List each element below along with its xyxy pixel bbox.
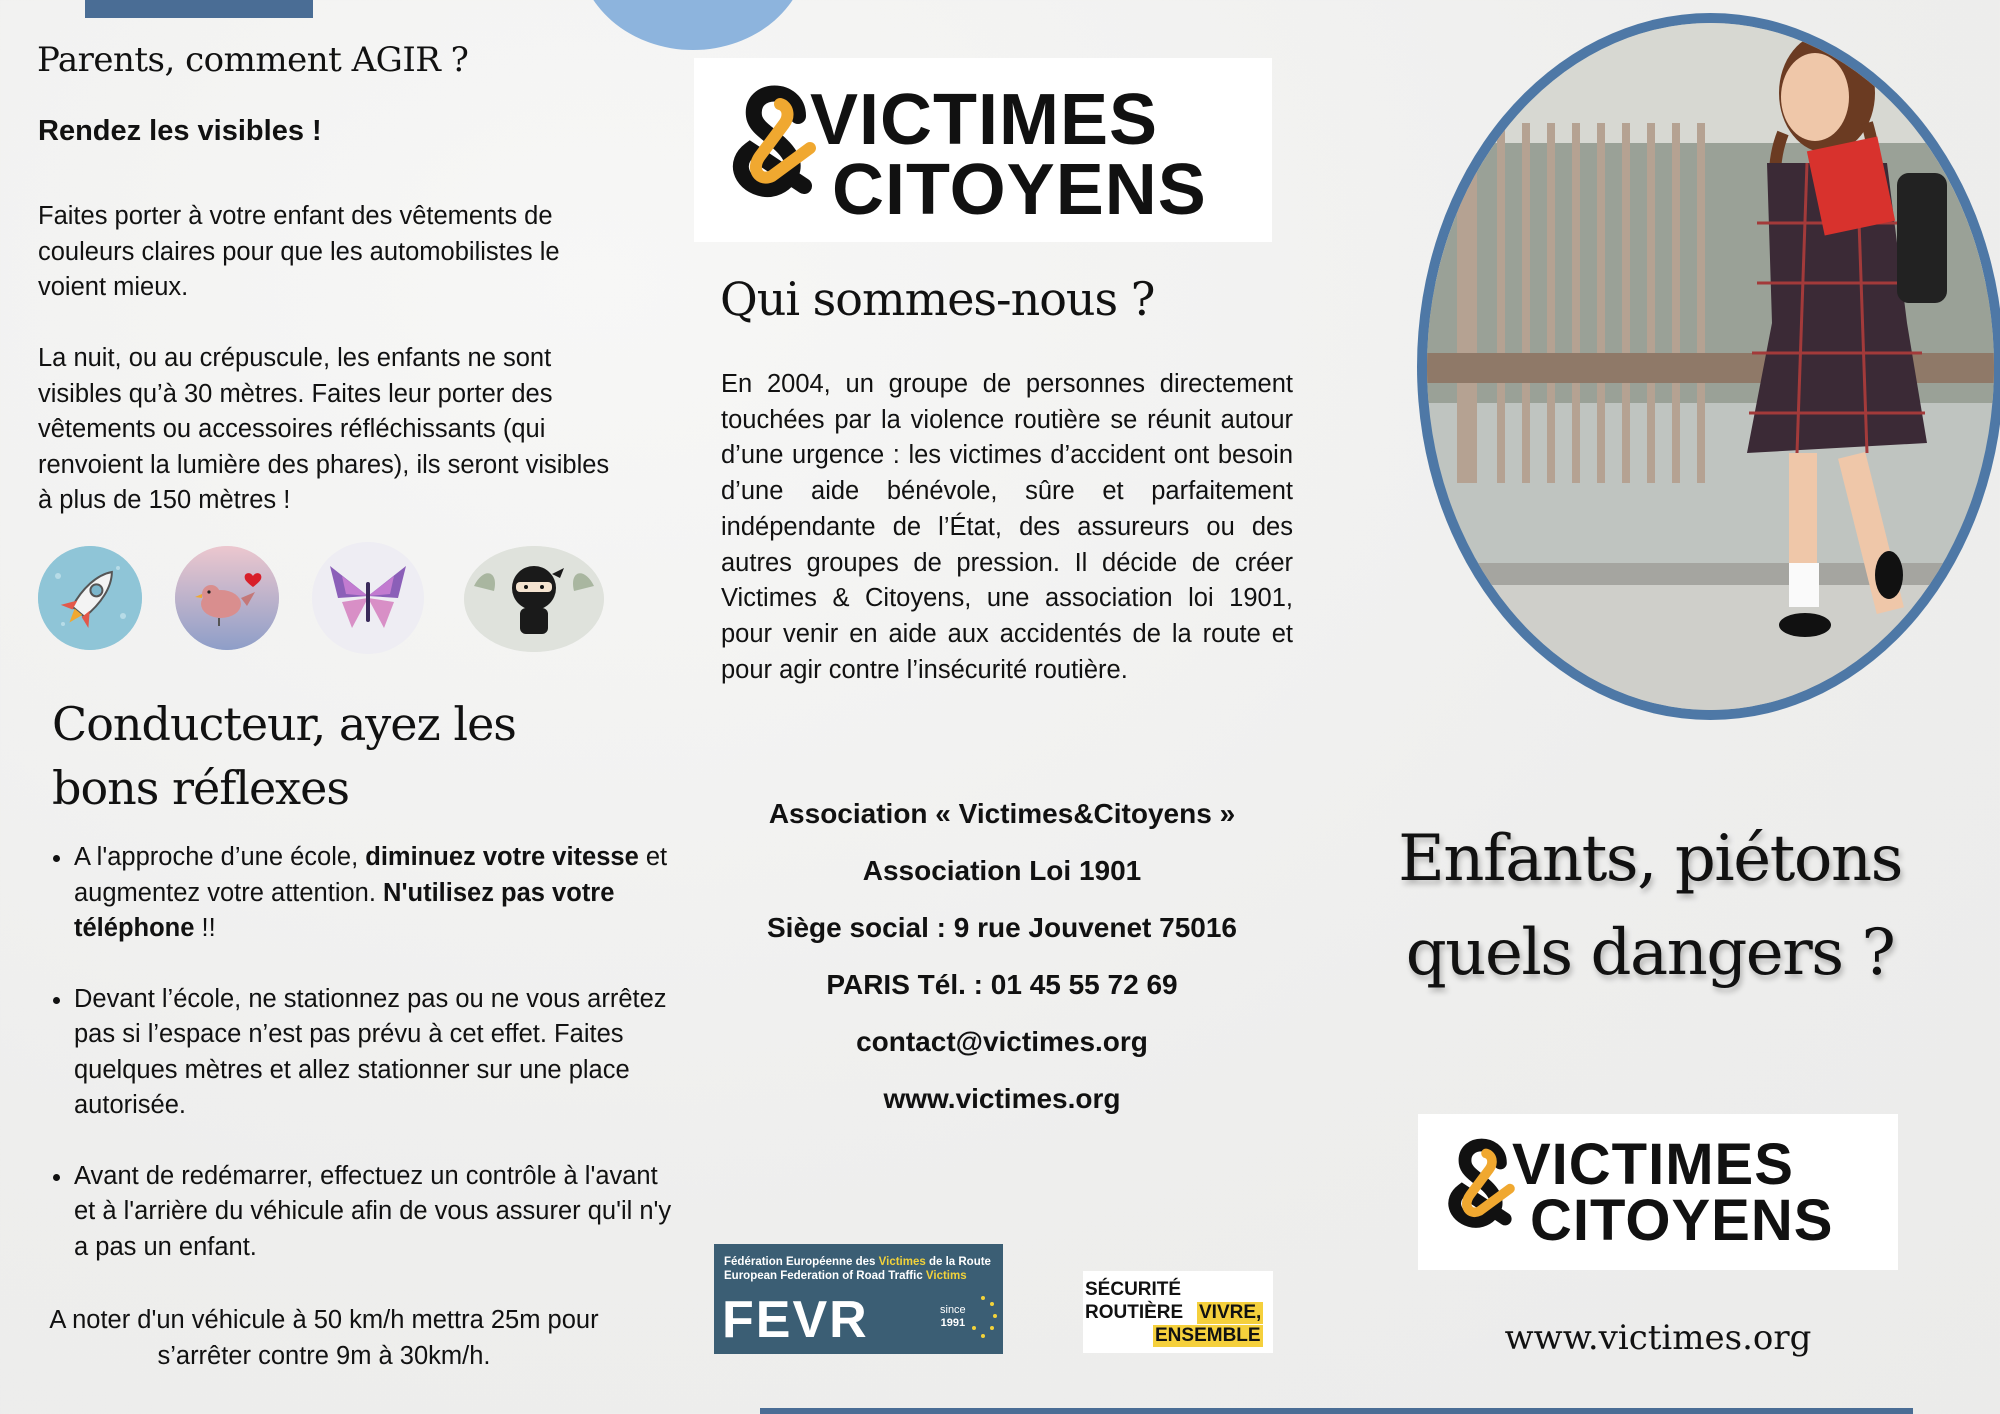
schoolgirl-photo [1427,23,1994,710]
eu-stars-icon [968,1294,998,1344]
about-paragraph: En 2004, un groupe de personnes directement touchées par la violence routière se réunit autour d’une urgence : les victimes d’accident ont besoin d’une aide bénévole, sûre et parfaitement indépendante de l’État, des assureurs ou des autres groupes de pression. Il décide de créer Victimes & Citoyens, une association loi 1901, pour venir en aide aux accidentés de la route et pour agir contre l’insécurité routière. [721,370,1293,684]
ninja-icon [464,546,604,652]
bullet1-text-c: et augmentez votre attention. [74,843,668,907]
contact-association-name: Association « Victimes&Citoyens » [768,798,1236,829]
contact-phone: PARIS Tél. : 01 45 55 72 69 [826,969,1178,1000]
bullet1-text-e: !! [194,914,216,942]
visibility-subheading: Rendez les visibles ! [38,115,322,147]
driver-title-line2: bons réflexes [52,761,349,815]
contact-email[interactable]: contact@victimes.org [856,1026,1148,1057]
securite-routiere-logo [1083,1271,1273,1353]
top-accent-circle [578,0,808,50]
victimes-citoyens-logo [694,58,1272,242]
contact-address: Siège social : 9 rue Jouvenet 75016 [766,912,1237,943]
schoolgirl-image-icon [1427,23,1994,710]
brochure-title [1380,812,1920,1000]
braking-distance-note: A noter d'un véhicule à 50 km/h mettra 25m pour s’arrêter contre 9m à 30km/h. [49,1306,599,1370]
parents-heading: Parents, comment AGIR ? [37,40,469,80]
title-line2: quels dangers ? [1405,916,1895,990]
logo-line1: VICTIMES [1512,1132,1794,1197]
list-item [74,840,674,947]
ninja-sticker [464,546,604,652]
fevr-line2: European Federation of Road Traffic Victims [724,1270,967,1282]
victimes-citoyens-logo-bottom [1418,1114,1898,1270]
logo-line2: CITOYENS [1530,1188,1834,1253]
website-link[interactable]: www.victimes.org [1504,1318,1812,1358]
rocket-sticker [38,546,142,650]
fevr-logo [714,1244,1003,1354]
driver-tips-list [44,840,674,1300]
logo-line2: CITOYENS [832,150,1207,230]
about-heading: Qui sommes-nous ? [720,272,1155,326]
butterfly-sticker [312,542,424,654]
fevr-line1: Fédération Européenne des Victimes de la Route [724,1256,991,1268]
logo-line1: VICTIMES [810,80,1159,160]
night-visibility-paragraph: La nuit, ou au crépuscule, les enfants ne sont visibles qu’à 30 mètres. Faites leur porter des vêtements ou accessoires réfléchissants (qui renvoient la lumière des phares), ils seront visibles à plus de 150 mètres ! [38,344,610,514]
bird-heart-sticker [175,546,279,650]
driver-section-title [52,692,516,820]
list-item: • Avant de redémarrer, effectuez un contrôle à l'avant et à l'arrière du véhicule afin de vous assurer qu'il n'y a pas un enfant. [74,1159,674,1266]
bottom-accent-line [760,1408,1913,1414]
top-accent-bar [85,0,313,18]
fevr-name: FEVR [722,1291,869,1349]
securite-tag2: ENSEMBLE [1155,1325,1261,1346]
securite-tag1: VIVRE, [1199,1302,1262,1323]
rocket-icon [38,546,142,650]
fevr-since: since 1991 [940,1304,966,1329]
clothing-paragraph: Faites porter à votre enfant des vêtements de couleurs claires pour que les automobilistes le voient mieux. [38,202,560,301]
securite-line2: ROUTIÈRE [1085,1302,1184,1323]
securite-line1: SÉCURITÉ [1085,1279,1182,1300]
list-item: • Devant l’école, ne stationnez pas ou ne vous arrêtez pas si l’espace n’est pas prévu à cet effet. Faites quelques mètres et allez stationner sur une place autorisée. [74,982,674,1124]
bullet1-bold-phone: N'utilisez pas votre téléphone [74,878,615,942]
bullet1-text-a: A l'approche d’une école, [74,843,366,871]
butterfly-icon [312,542,424,654]
title-line1: Enfants, piétons [1398,822,1902,896]
driver-title-line1: Conducteur, ayez les [52,697,516,751]
bullet1-bold-speed: diminuez votre vitesse [365,843,639,871]
contact-association-type: Association Loi 1901 [862,855,1142,886]
bird-icon [175,546,279,650]
contact-website[interactable]: www.victimes.org [883,1083,1121,1114]
